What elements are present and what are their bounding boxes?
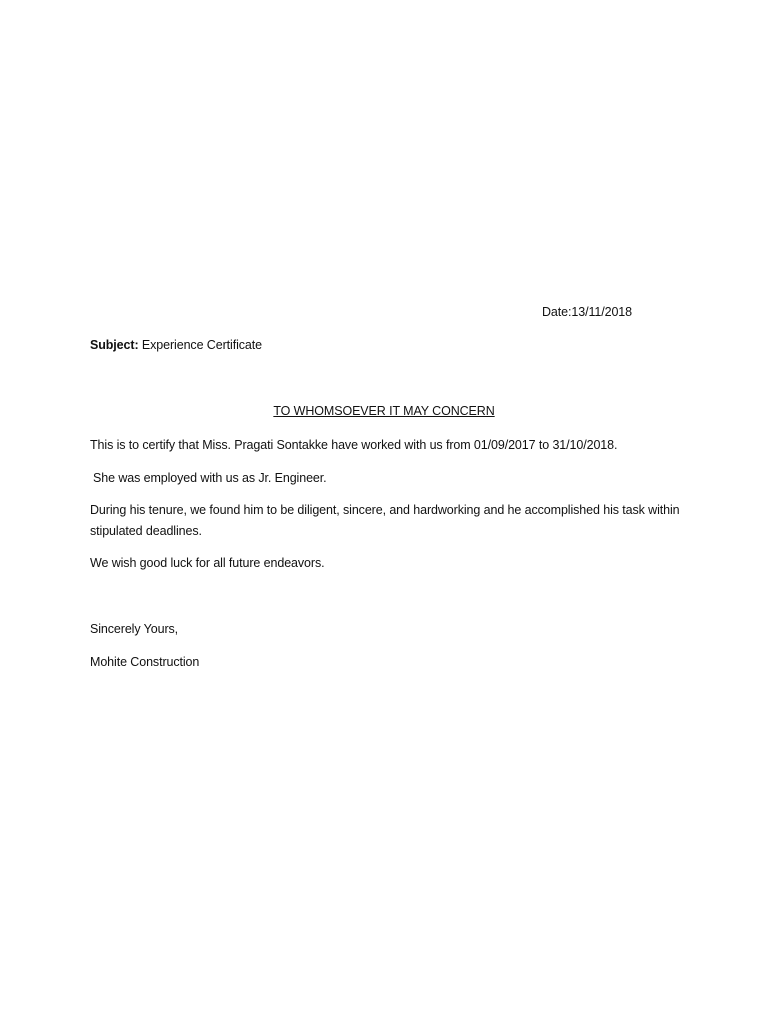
letter-heading: TO WHOMSOEVER IT MAY CONCERN <box>273 404 495 418</box>
subject-label: Subject: <box>90 338 139 352</box>
company-name: Mohite Construction <box>90 655 200 669</box>
letter-closing: Sincerely Yours, <box>90 622 179 636</box>
paragraph-tenure: During his tenure, we found him to be diligent, sincere, and hardworking and he accomplished his task within stipulated deadlines. <box>90 503 680 538</box>
paragraph-designation: She was employed with us as Jr. Engineer. <box>93 471 327 485</box>
paragraph-certification: This is to certify that Miss. Pragati Sontakke have worked with us from 01/09/2017 to 31/10/2018. <box>90 438 618 452</box>
letter-date: Date:13/11/2018 <box>542 305 633 319</box>
letter-subject <box>90 335 262 356</box>
subject-text: Experience Certificate <box>138 338 262 352</box>
paragraph-wishes: We wish good luck for all future endeavors. <box>90 556 325 570</box>
